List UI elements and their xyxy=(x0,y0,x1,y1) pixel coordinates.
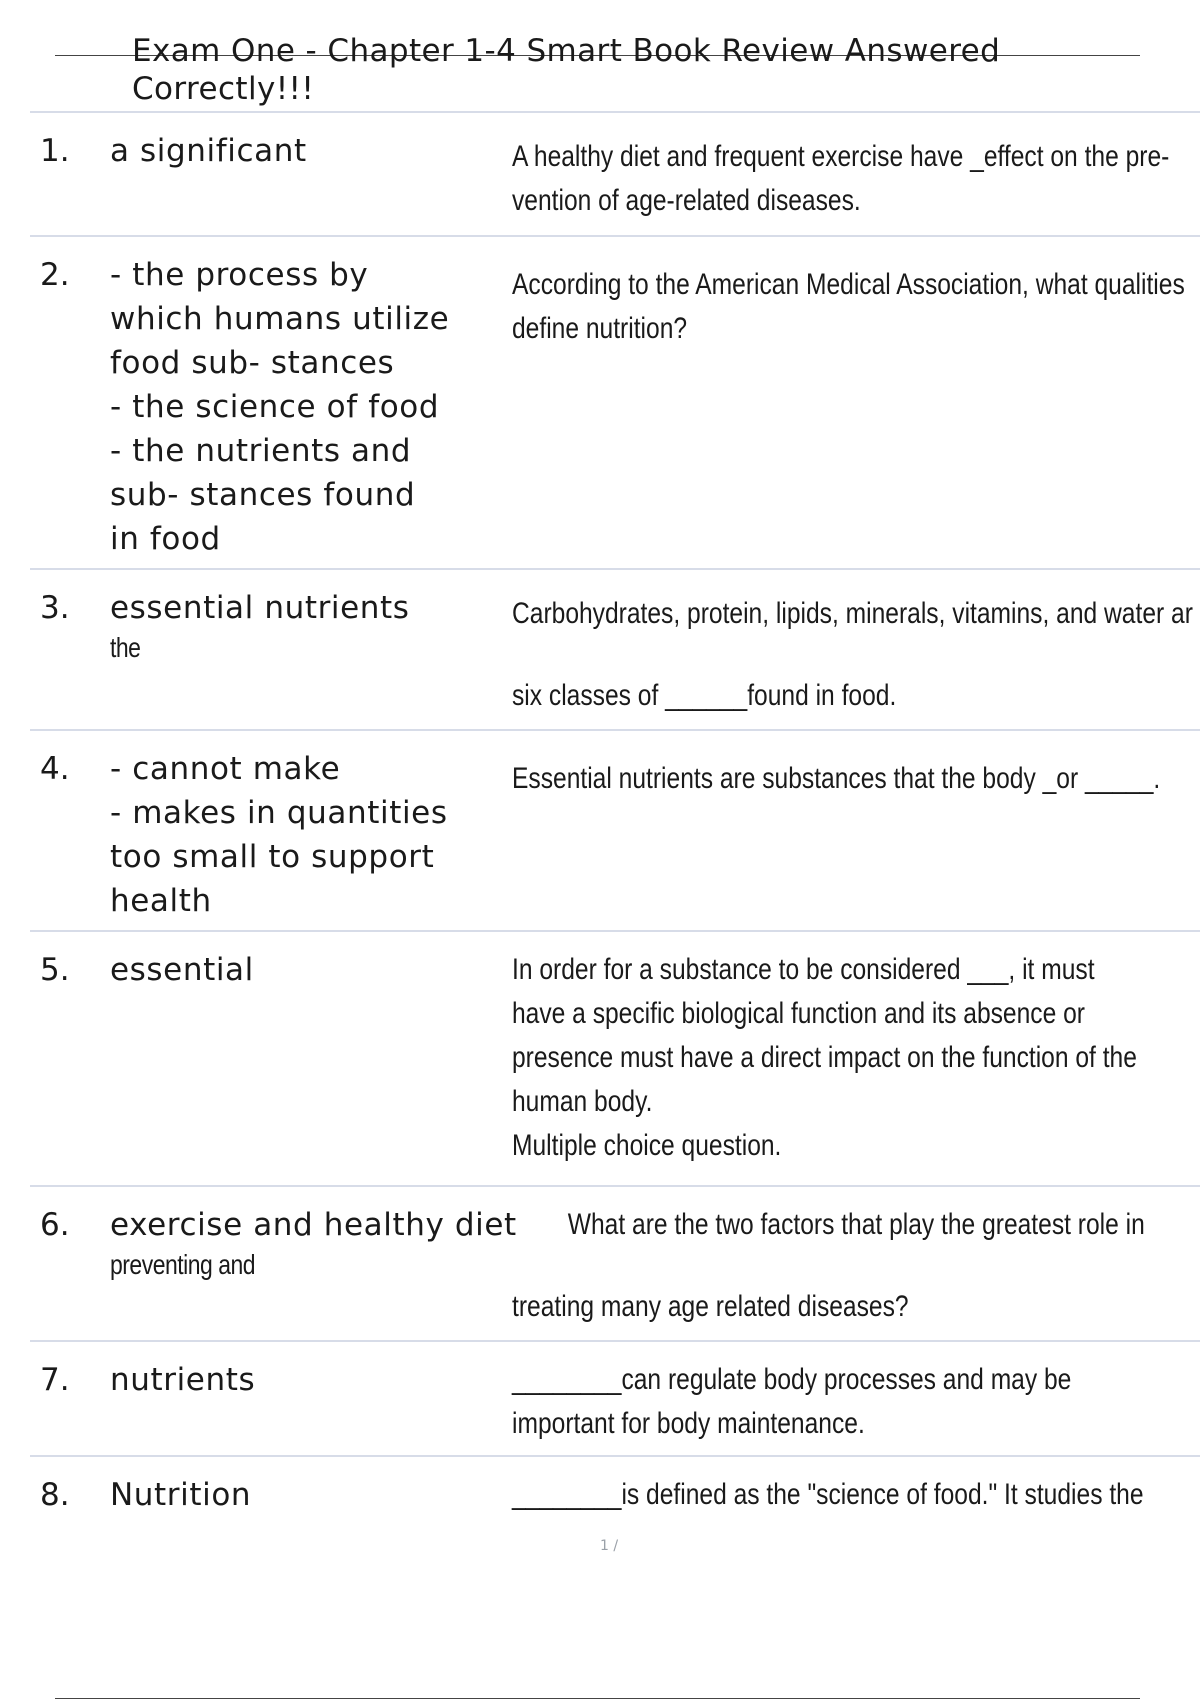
qa-row-8 xyxy=(30,1455,1200,1537)
answer-text: - the process by which humans utilize food sub- stances - the science of food - the nutrients and sub- stances found in food xyxy=(110,257,450,557)
answer-text: a significant xyxy=(110,133,307,169)
answer-text: essential nutrients the xyxy=(110,586,500,666)
title-line-2: Correctly!!! xyxy=(132,71,315,107)
question-text: What are the two factors that play the greatest role in treating many age related diseases? xyxy=(512,1208,1145,1323)
document-title xyxy=(132,32,1112,108)
question-text: In order for a substance to be considered ___, it must have a specific biological function and its absence or presence must have a direct impact on the function of the human body. Multiple choice question. xyxy=(512,953,1137,1162)
title-line-1: Exam One - Chapter 1-4 Smart Book Review Answered xyxy=(132,33,1001,69)
qa-row-1 xyxy=(30,111,1200,237)
item-number: 2. xyxy=(40,257,70,293)
answer-text: Nutrition xyxy=(110,1477,252,1513)
bottom-rule xyxy=(55,1698,1140,1699)
item-number: 4. xyxy=(40,751,70,787)
page-number: 1 / xyxy=(600,1538,619,1554)
qa-row-3 xyxy=(30,568,1200,731)
item-number: 6. xyxy=(40,1207,70,1243)
item-number: 5. xyxy=(40,952,70,988)
question-text: Carbohydrates, protein, lipids, minerals, vitamins, and water ar six classes of ______found in food. xyxy=(512,597,1193,712)
answer-continuation: the xyxy=(110,632,141,663)
question-text: A healthy diet and frequent exercise have _effect on the pre- vention of age-related diseases. xyxy=(512,140,1170,217)
item-number: 7. xyxy=(40,1362,70,1398)
answer-text: - cannot make - makes in quantities too small to support health xyxy=(110,751,448,919)
qa-row-7 xyxy=(30,1340,1200,1457)
item-number: 3. xyxy=(40,590,70,626)
qa-row-5 xyxy=(30,930,1200,1187)
item-number: 1. xyxy=(40,133,70,169)
answer-text: exercise and healthy diet preventing and xyxy=(110,1203,590,1283)
question-text: ________is defined as the "science of food." It studies the xyxy=(512,1478,1144,1511)
answer-continuation: preventing and xyxy=(110,1249,256,1280)
question-text: According to the American Medical Association, what qualities define nutrition? xyxy=(512,268,1185,345)
question-text: ________can regulate body processes and may be important for body maintenance. xyxy=(512,1363,1072,1440)
question-text: Essential nutrients are substances that the body _or _____. xyxy=(512,762,1161,795)
answer-text: nutrients xyxy=(110,1362,256,1398)
qa-row-4 xyxy=(30,729,1200,932)
answer-text: essential xyxy=(110,952,254,988)
qa-row-6 xyxy=(30,1185,1200,1342)
qa-row-2 xyxy=(30,235,1200,570)
item-number: 8. xyxy=(40,1477,70,1513)
